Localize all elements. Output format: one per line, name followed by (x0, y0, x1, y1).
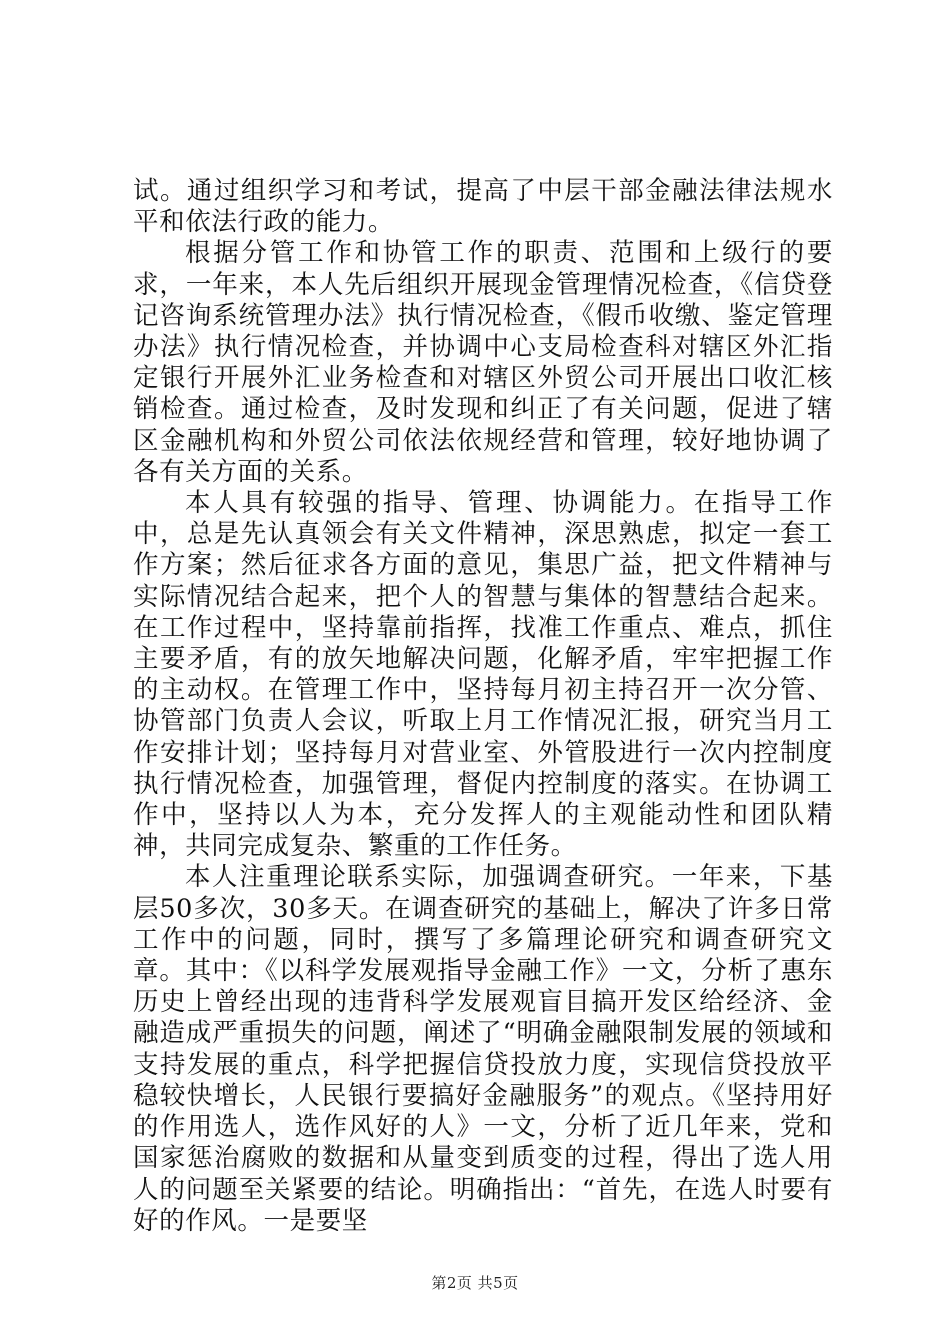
paragraph-research: 本人注重理论联系实际，加强调查研究。一年来，下基层50多次，30多天。在调查研究的基础上，解决了许多日常工作中的问题，同时，撰写了多篇理论研究和调查研究文章。其中：《以科学发展观指导金融工作》一文，分析了惠东历史上曾经出现的违背科学发展观盲目搞开发区给经济、金融造成严重损失的问题，阐述了“明确金融限制发展的领域和支持发展的重点，科学把握信贷投放力度，实现信贷投放平稳较快增长，人民银行要搞好金融服务”的观点。《坚持用好的作用选人，选作风好的人》一文，分析了近几年来，党和国家惩治腐败的数据和从量变到质变的过程，得出了选人用人的问题至关紧要的结论。明确指出：“首先，在选人时要有好的作风。一是要坚 (133, 862, 833, 1236)
document-body (133, 176, 833, 1237)
paragraph-abilities: 本人具有较强的指导、管理、协调能力。在指导工作中，总是先认真领会有关文件精神，深思熟虑，拟定一套工作方案；然后征求各方面的意见，集思广益，把文件精神与实际情况结合起来，把个人的智慧与集体的智慧结合起来。在工作过程中，坚持靠前指挥，找准工作重点、难点，抓住主要矛盾，有的放矢地解决问题，化解矛盾，牢牢把握工作的主动权。在管理工作中，坚持每月初主持召开一次分管、协管部门负责人会议，听取上月工作情况汇报，研究当月工作安排计划；坚持每月对营业室、外管股进行一次内控制度执行情况检查，加强管理，督促内控制度的落实。在协调工作中，坚持以人为本，充分发挥人的主观能动性和团队精神，共同完成复杂、繁重的工作任务。 (133, 488, 833, 862)
paragraph-inspections: 根据分管工作和协管工作的职责、范围和上级行的要求，一年来，本人先后组织开展现金管理情况检查，《信贷登记咨询系统管理办法》执行情况检查，《假币收缴、鉴定管理办法》执行情况检查，并协调中心支局检查科对辖区外汇指定银行开展外汇业务检查和对辖区外贸公司开展出口收汇核销检查。通过检查，及时发现和纠正了有关问题，促进了辖区金融机构和外贸公司依法依规经营和管理，较好地协调了各有关方面的关系。 (133, 238, 833, 487)
page-footer: 第2页 共5页 (431, 1274, 519, 1292)
paragraph-continued: 试。通过组织学习和考试，提高了中层干部金融法律法规水平和依法行政的能力。 (133, 176, 833, 238)
